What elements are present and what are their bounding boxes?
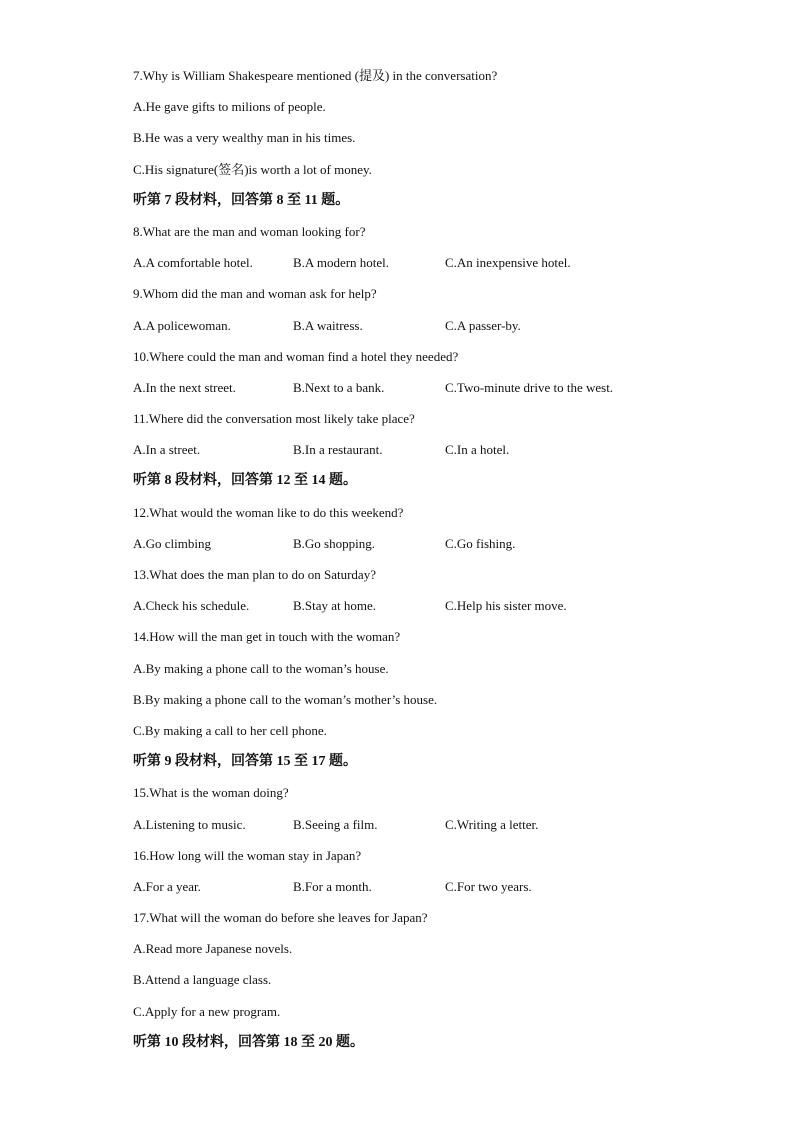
section-heading: 听第 7 段材料，回答第 8 至 11 题。 [133,192,350,208]
option-c: C.In a hotel. [445,442,510,458]
question-text: 16.How long will the woman stay in Japan? [133,847,362,863]
section-heading: 听第 9 段材料，回答第 15 至 17 题。 [133,754,357,770]
option-row [133,253,733,284]
question-text: 15.What is the woman doing? [133,785,289,801]
question-text: 17.What will the woman do before she leaves for Japan? [133,910,428,926]
option-a: A.For a year. [133,878,201,894]
option-line: B.By making a phone call to the woman’s mother’s house. [133,691,438,707]
question-text: 9.Whom did the man and woman ask for help? [133,286,377,302]
option-line: B.Attend a language class. [133,972,272,988]
option-b: B.Go shopping. [293,535,375,551]
option-c: C.Writing a letter. [445,816,539,832]
question-text: 12.What would the woman like to do this weekend? [133,504,404,520]
option-b: B.A modern hotel. [293,255,390,271]
option-a: A.In the next street. [133,379,236,395]
option-a: A.Check his schedule. [133,598,250,614]
option-row [133,877,733,908]
question-text: 11.Where did the conversation most likely take place? [133,411,415,427]
option-b: B.A waitress. [293,317,363,333]
question-text: 7.Why is William Shakespeare mentioned (提及) in the conversation? [133,68,498,83]
option-line: C.By making a call to her cell phone. [133,722,327,738]
option-row [133,534,733,565]
option-c: C.Help his sister move. [445,598,567,614]
section-heading: 听第 8 段材料，回答第 12 至 14 题。 [133,473,357,489]
option-b: B.For a month. [293,878,372,894]
option-b: B.In a restaurant. [293,442,383,458]
option-c: C.For two years. [445,878,532,894]
option-row [133,815,733,846]
option-c: C.A passer-by. [445,317,521,333]
question-text: 14.How will the man get in touch with the woman? [133,629,401,645]
option-c: C.Go fishing. [445,535,516,551]
option-a: A.A comfortable hotel. [133,255,253,271]
option-c: C.An inexpensive hotel. [445,255,571,271]
section-heading: 听第 10 段材料，回答第 18 至 20 题。 [133,1034,364,1050]
option-a: A.A policewoman. [133,317,231,333]
option-b: B.Next to a bank. [293,379,385,395]
option-line: A.Read more Japanese novels. [133,941,293,957]
option-line: A.He gave gifts to milions of people. [133,99,326,115]
question-text: 13.What does the man plan to do on Saturday? [133,567,376,582]
option-row [133,596,733,627]
option-line: C.His signature(签名)is worth a lot of money. [133,161,372,177]
option-a: A.Go climbing [133,535,211,551]
option-line: C.Apply for a new program. [133,1003,281,1019]
option-a: A.Listening to music. [133,816,246,832]
option-a: A.In a street. [133,442,201,458]
option-row [133,440,733,471]
question-text: 8.What are the man and woman looking for? [133,223,366,239]
option-c: C.Two-minute drive to the west. [445,379,614,395]
question-text: 10.Where could the man and woman find a hotel they needed? [133,348,459,364]
option-line: B.He was a very wealthy man in his times. [133,130,356,146]
option-row [133,316,733,347]
option-row [133,378,733,409]
document-page [133,66,733,1064]
option-b: B.Stay at home. [293,598,377,614]
option-line: A.By making a phone call to the woman’s house. [133,660,389,676]
option-b: B.Seeing a film. [293,816,378,832]
